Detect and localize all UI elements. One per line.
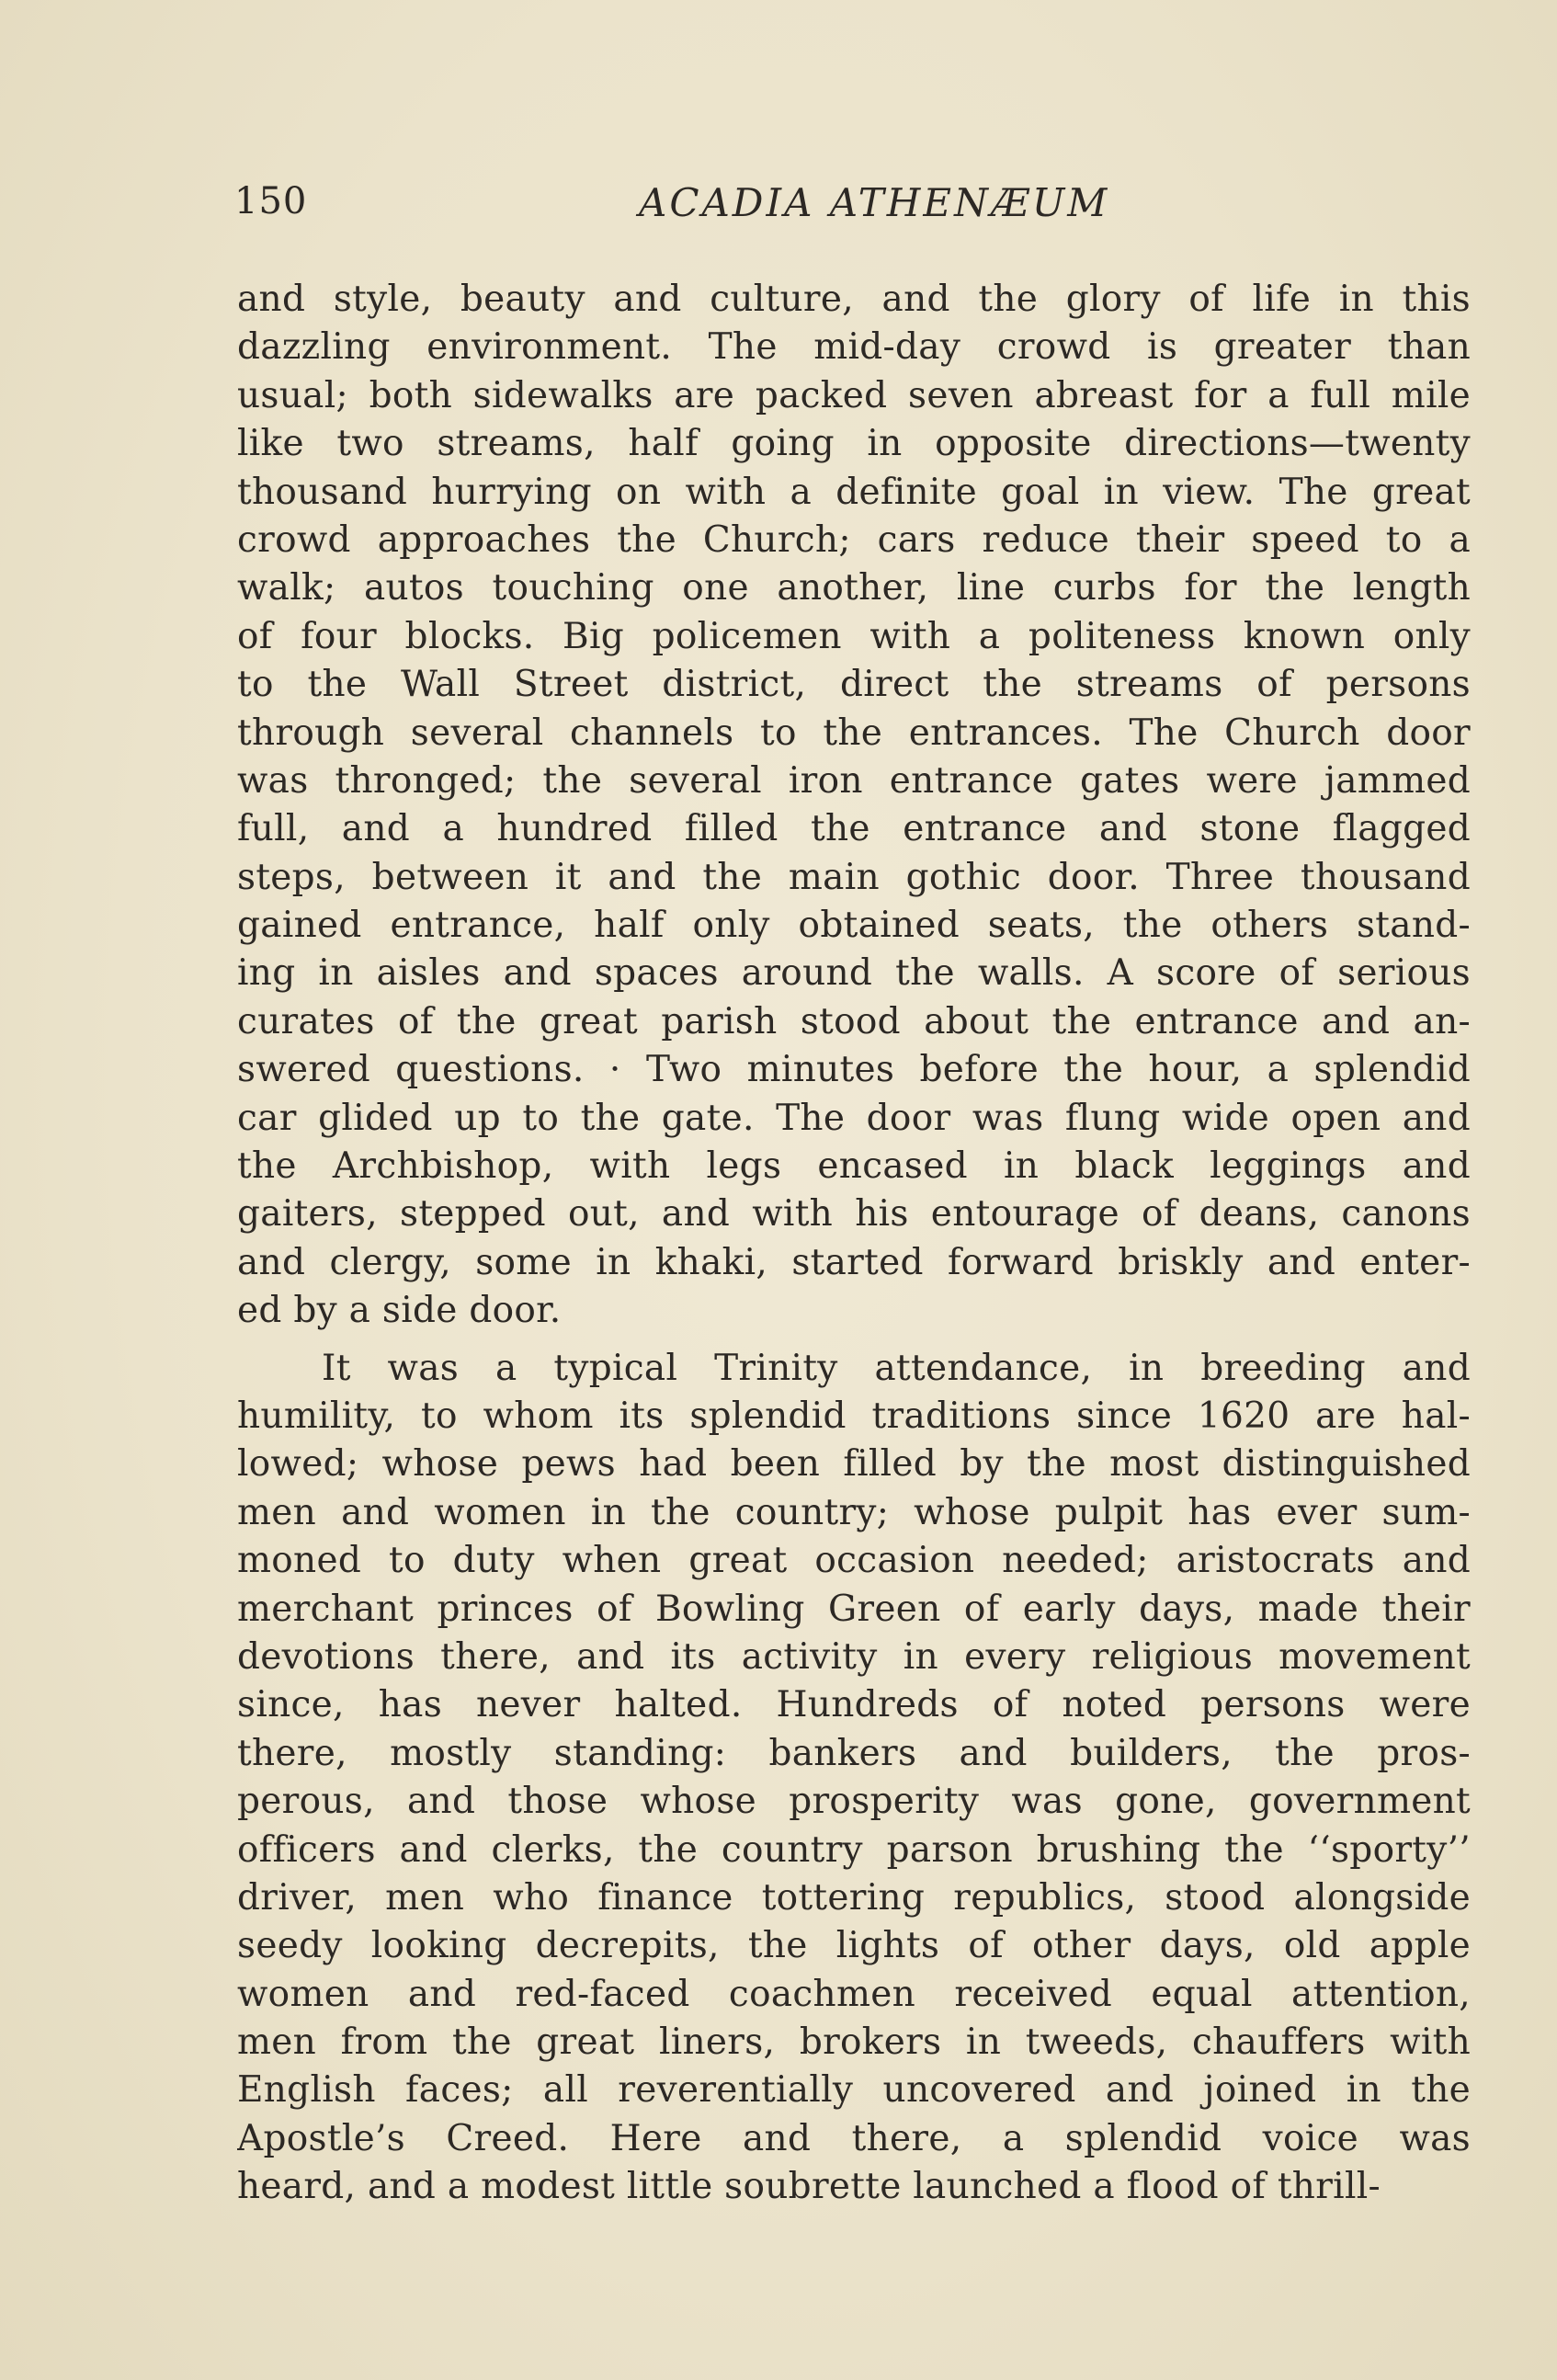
text-line: of four blocks. Big policemen with a politeness known only [237,615,1471,657]
text-line: since, has never halted. Hundreds of noted persons were [237,1684,1471,1726]
text-line: and clergy, some in khaki, started forward briskly and enter- [237,1241,1471,1283]
text-line: ed by a side door. [237,1290,562,1332]
text-line: Apostle’s Creed. Here and there, a splendid voice was [237,2117,1471,2159]
text-line: It was a typical Trinity attendance, in breeding and [322,1347,1471,1389]
text-line: merchant princes of Bowling Green of early days, made their [237,1588,1471,1630]
text-line: moned to duty when great occasion needed; aristocrats and [237,1540,1471,1582]
paragraph-2 [237,1345,1471,2212]
text-line: men and women in the country; whose pulpit has ever sum- [237,1491,1471,1533]
page-number: 150 [234,180,308,222]
text-line: lowed; whose pews had been filled by the most distinguished [237,1443,1471,1486]
text-line: swered questions. · Two minutes before the hour, a splendid [237,1049,1471,1091]
text-line: there, mostly standing: bankers and builders, the pros- [237,1732,1471,1774]
paragraph-gap [237,1336,1471,1345]
body-text [237,276,1471,2212]
text-line: perous, and those whose prosperity was gone, government [237,1781,1471,1823]
text-line: devotions there, and its activity in every religious movement [237,1635,1471,1678]
text-line: women and red-faced coachmen received equal attention, [237,1973,1471,2015]
text-line: gained entrance, half only obtained seats, the others stand- [237,905,1471,947]
text-line: ing in aisles and spaces around the walls. A score of serious [237,952,1471,995]
text-line: English faces; all reverentially uncovered and joined in the [237,2069,1471,2112]
text-line: walk; autos touching one another, line curbs for the length [237,567,1471,609]
text-line: gaiters, stepped out, and with his entourage of deans, canons [237,1193,1471,1236]
text-line: curates of the great parish stood about the entrance and an- [237,1000,1471,1042]
text-line: car glided up to the gate. The door was flung wide open and [237,1097,1471,1139]
page-header [234,180,1471,245]
text-line: was thronged; the several iron entrance gates were jammed [237,759,1471,802]
text-line: steps, between it and the main gothic door. Three thousand [237,856,1471,898]
text-line: men from the great liners, brokers in tweeds, chauffers with [237,2021,1471,2064]
text-line: through several channels to the entrances. The Church door [237,712,1471,754]
text-line: heard, and a modest little soubrette launched a flood of thrill- [237,2166,1381,2208]
text-line: driver, men who finance tottering republics, stood alongside [237,1876,1471,1919]
text-line: and style, beauty and culture, and the glory of life in this [237,279,1471,320]
text-line: thousand hurrying on with a definite goal in view. The great [237,471,1471,513]
text-line: the Archbishop, with legs encased in black leggings and [237,1145,1471,1188]
text-line: like two streams, half going in opposite directions—twenty [237,423,1471,465]
text-line: dazzling environment. The mid-day crowd is greater than [237,326,1471,369]
text-line: usual; both sidewalks are packed seven abreast for a full mile [237,374,1471,416]
text-line: to the Wall Street district, direct the streams of persons [237,664,1471,706]
text-line: crowd approaches the Church; cars reduce their speed to a [237,518,1471,561]
paragraph-1 [237,276,1471,1336]
running-title: ACADIA ATHENÆUM [639,180,1110,225]
text-line: seedy looking decrepits, the lights of other days, old apple [237,1925,1471,1967]
text-line: officers and clerks, the country parson brushing the ‘‘sporty’’ [237,1828,1471,1871]
text-line: humility, to whom its splendid traditions since 1620 are hal- [237,1395,1471,1437]
text-line: full, and a hundred filled the entrance and stone flagged [237,808,1471,850]
